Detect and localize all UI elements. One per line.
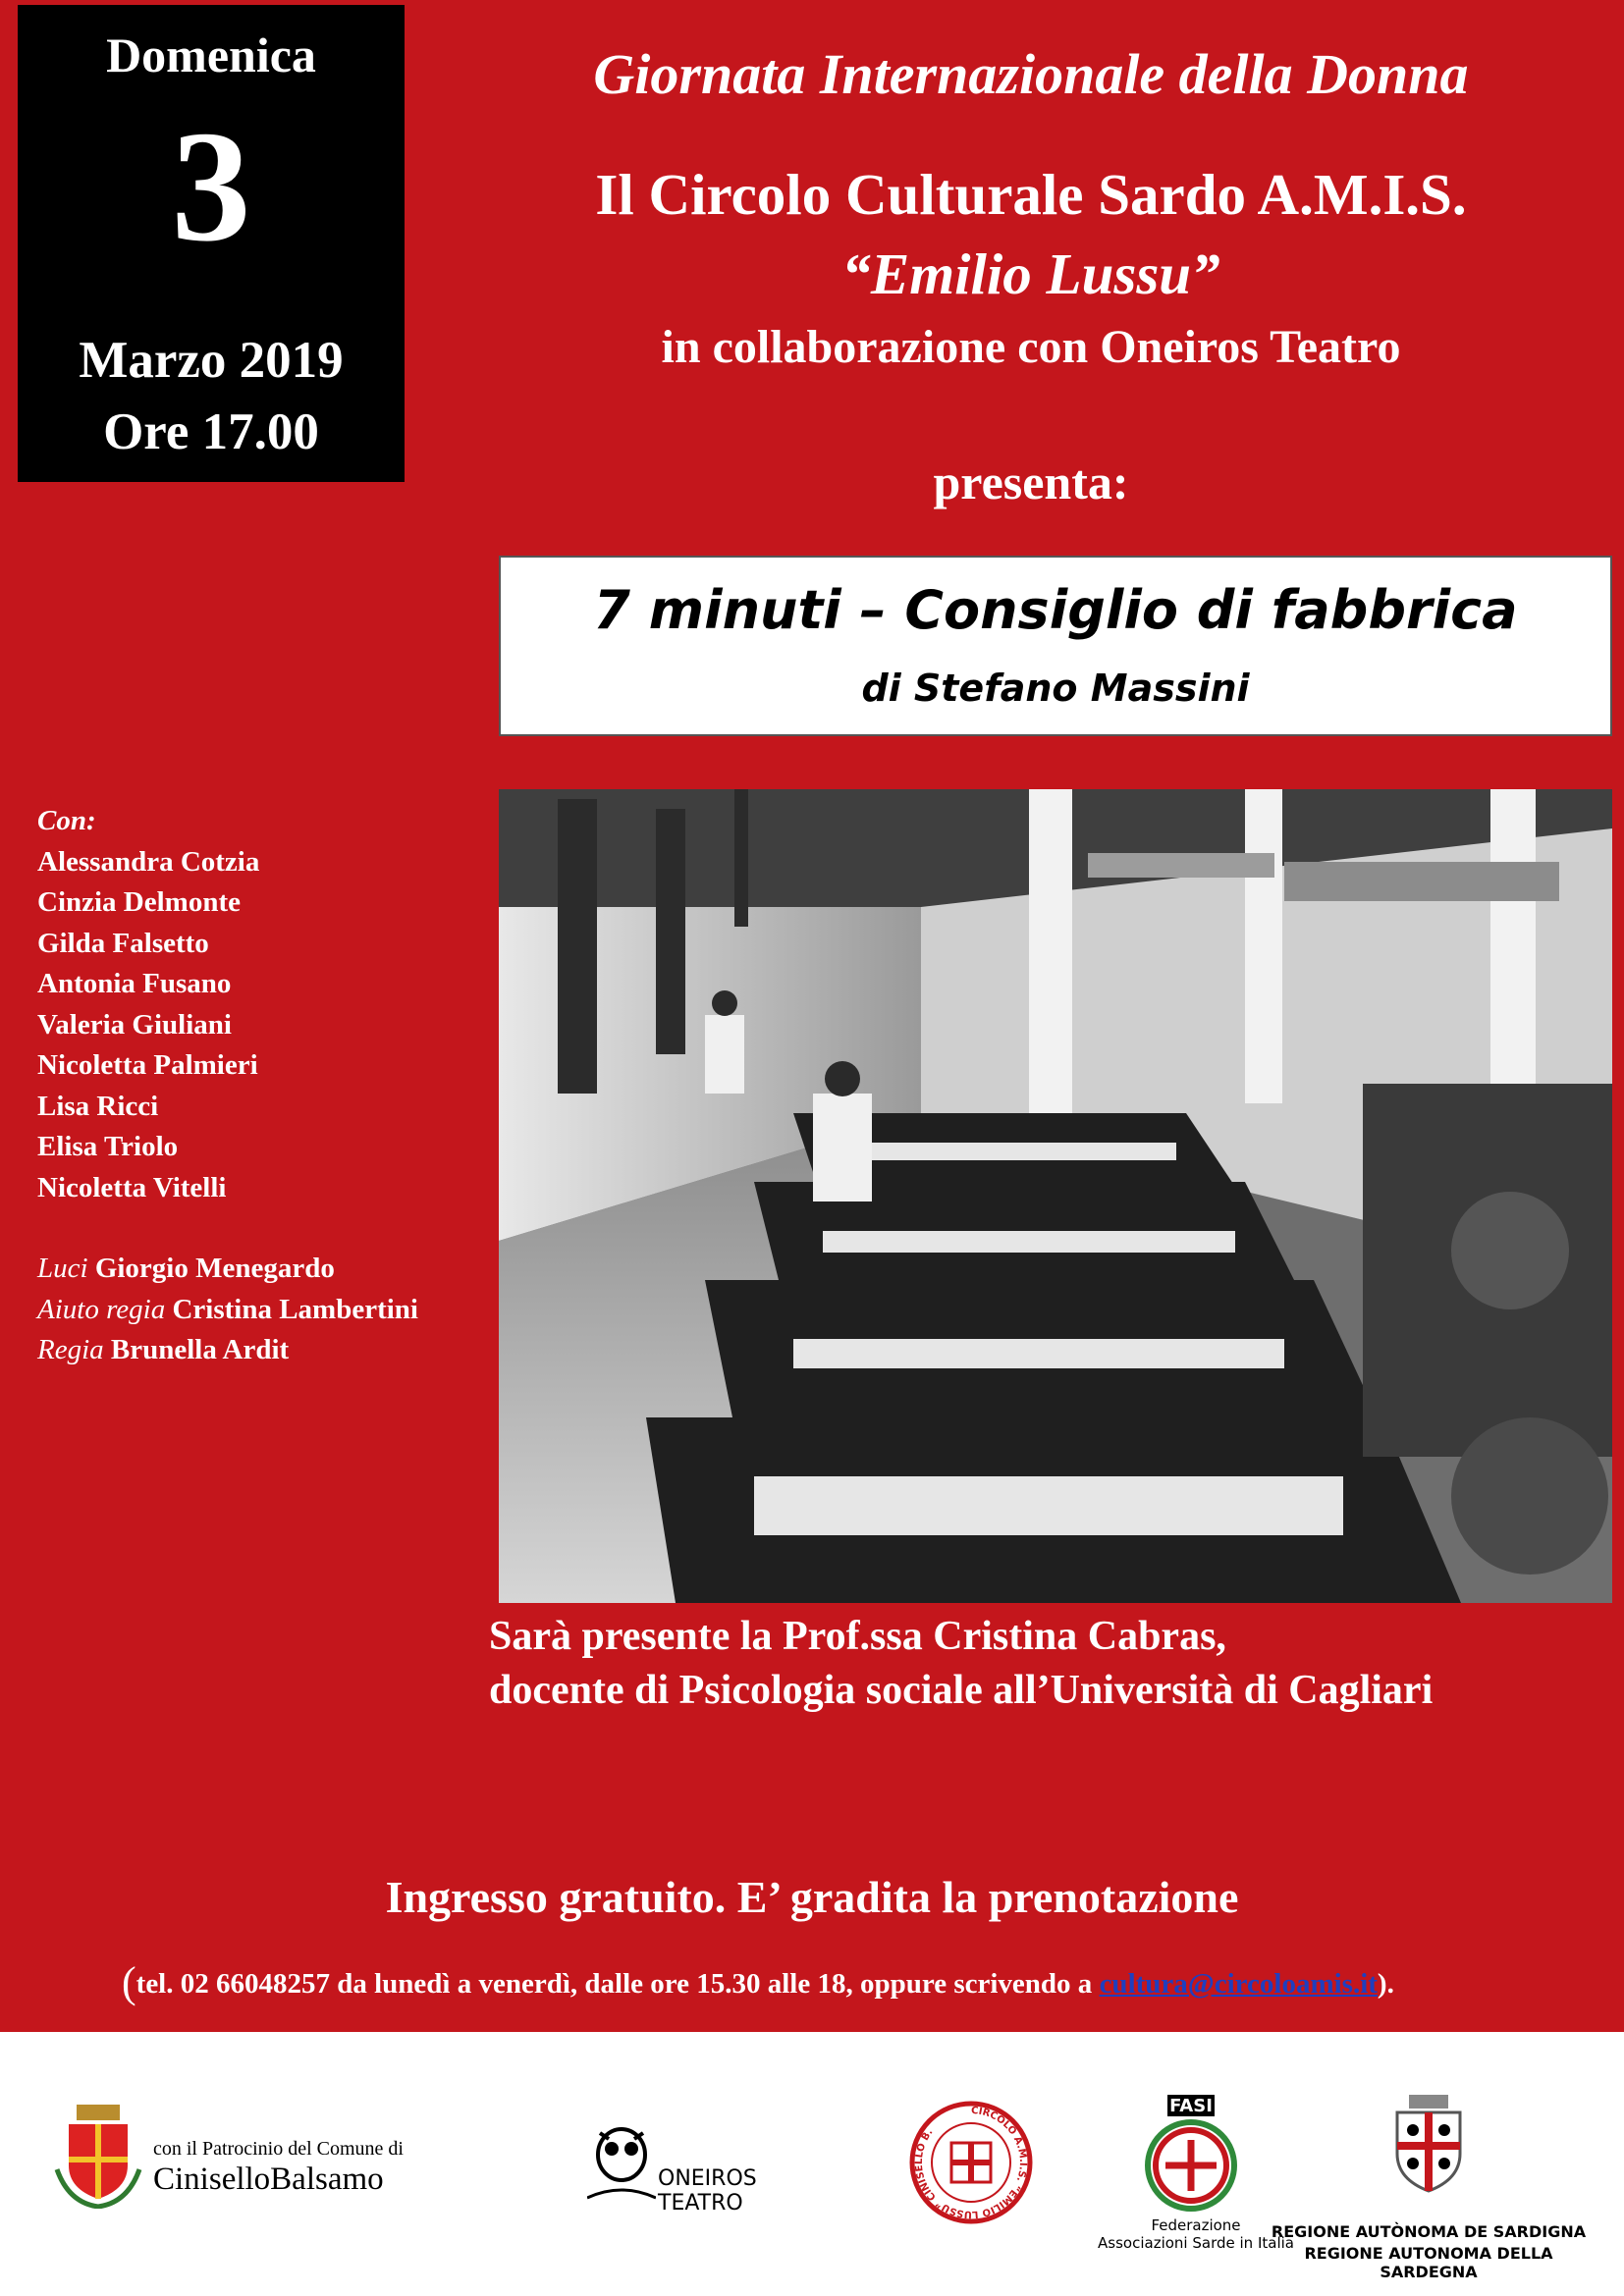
amis-ring-textpath: CIRCOLO A.M.I.S. “EMILIO LUSSU” CINISELLO B.: [913, 2105, 1028, 2220]
cast-actor: Valeria Giuliani: [37, 1008, 232, 1041]
cast-actor: Alessandra Cotzia: [37, 845, 260, 878]
organizer-name: “Emilio Lussu”: [841, 241, 1220, 306]
month-year: Marzo 2019: [79, 332, 344, 389]
crew-list: [37, 1249, 418, 1371]
crew-person: Brunella Ardit: [110, 1334, 290, 1365]
crew-person: Giorgio Menegardo: [94, 1253, 335, 1284]
fasi-sub1: Federazione: [1151, 2216, 1241, 2234]
crew-person: Cristina Lambertini: [172, 1293, 418, 1325]
cast-label: Con:: [37, 805, 96, 836]
cast-list: [37, 801, 418, 1371]
oneiros-logo: [587, 2117, 833, 2216]
day-of-week: Domenica: [106, 27, 316, 82]
cast-actor: Lisa Ricci: [37, 1090, 159, 1122]
play-author: di Stefano Massini: [861, 667, 1250, 710]
contact-open-paren: (: [122, 1958, 136, 2006]
fasi-sub2: Associazioni Sarde in Italia: [1098, 2234, 1294, 2252]
contact-info: [122, 1957, 1394, 2007]
crew-role: Aiuto regia: [37, 1293, 166, 1325]
play-title-box: [499, 556, 1612, 736]
guest-line-1: Sarà presente la Prof.ssa Cristina Cabras,: [489, 1614, 1226, 1659]
cast-actor: Nicoletta Palmieri: [37, 1049, 258, 1081]
crew-line: [37, 1290, 418, 1331]
amis-emblem-icon: [907, 2099, 1035, 2226]
cast-actor: Elisa Triolo: [37, 1131, 179, 1162]
play-title: 7 minuti – Consiglio di fabbrica: [593, 579, 1518, 641]
factory-photo: [499, 789, 1612, 1603]
collaboration: in collaborazione con Oneiros Teatro: [661, 321, 1401, 373]
contact-close-paren: ).: [1377, 1968, 1394, 2000]
event-title: Giornata Internazionale della Donna: [593, 42, 1469, 106]
entry-info: Ingresso gratuito. E’ gradita la prenotazione: [385, 1872, 1239, 1922]
cast-actor: Cinzia Delmonte: [37, 886, 241, 918]
organizer: Il Circolo Culturale Sardo A.M.I.S.: [595, 162, 1467, 227]
amis-logo: [907, 2099, 1035, 2226]
comune-patrocinio: con il Patrocinio del Comune di: [153, 2138, 404, 2160]
comune-logo: [49, 2101, 422, 2209]
owl-icon: [587, 2117, 656, 2206]
factory-photo-illustration: [499, 789, 1612, 1603]
comune-crest-icon: [49, 2101, 147, 2209]
contact-text: tel. 02 66048257 da lunedì a venerdì, dalle ore 15.30 alle 18, oppure scrivendo a: [135, 1968, 1100, 2000]
date-box: [18, 5, 405, 482]
presents-label: presenta:: [933, 454, 1129, 509]
regione-logo: [1267, 2091, 1591, 2281]
cast-actor: Gilda Falsetto: [37, 927, 209, 959]
contact-email-link[interactable]: cultura@circoloamis.it: [1099, 1968, 1378, 2000]
guest-line-2: docente di Psicologia sociale all’Università di Cagliari: [489, 1668, 1434, 1713]
regione-line-2: REGIONE AUTONOMA DELLA SARDEGNA: [1304, 2244, 1553, 2281]
fasi-logo: [1098, 2079, 1294, 2256]
crew-role: Luci: [37, 1253, 88, 1284]
crew-line: [37, 1249, 418, 1290]
cast-actor: Antonia Fusano: [37, 968, 232, 999]
comune-name: CiniselloBalsamo: [153, 2162, 384, 2197]
fasi-label: FASI: [1169, 2096, 1213, 2116]
fasi-emblem-icon: [1112, 2079, 1270, 2216]
regione-line-1: REGIONE AUTÒNOMA DE SARDIGNA: [1271, 2222, 1587, 2241]
cast-actor: Nicoletta Vitelli: [37, 1171, 227, 1203]
guest-note: [489, 1610, 1433, 1718]
event-time: Ore 17.00: [103, 403, 319, 460]
regione-crest-icon: [1380, 2091, 1478, 2199]
oneiros-text: ONEIROS TEATRO: [658, 2166, 757, 2216]
crew-line: [37, 1330, 418, 1371]
day-number: 3: [171, 99, 251, 275]
crew-role: Regia: [37, 1334, 104, 1365]
